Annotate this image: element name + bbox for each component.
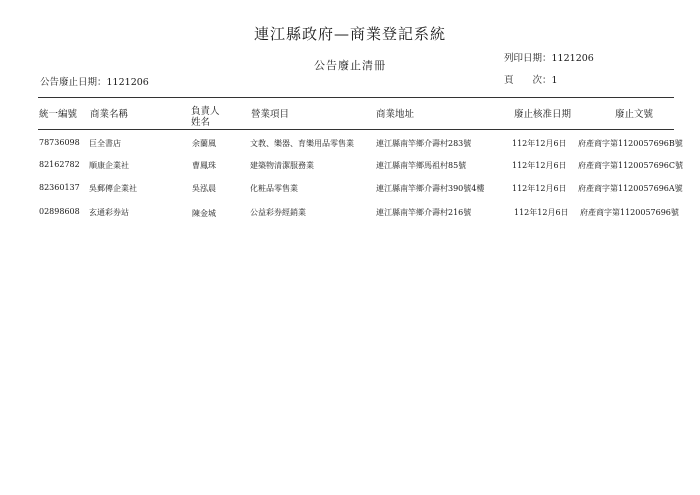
report-title: 公告廢止清冊 <box>314 59 386 72</box>
table-row-2-approval-date: 112年12月6日 <box>512 161 567 170</box>
publish-date-label: 公告廢止日期： <box>40 77 107 88</box>
table-row-4-business-items: 公益彩券經銷業 <box>250 208 306 217</box>
table-row-2-business-items: 建築物清潔服務業 <box>250 161 314 170</box>
print-date-label: 列印日期： <box>504 53 552 64</box>
table-row-3-owner: 吳泓晨 <box>192 184 216 193</box>
table-row-4-tax-id: 02898608 <box>39 207 80 216</box>
col-header-business-items: 營業項目 <box>251 109 290 120</box>
page-number-value: 1 <box>551 75 558 86</box>
system-title: 連江縣政府—商業登記系統 <box>253 25 446 43</box>
table-row-4-approval-date: 112年12月6日 <box>514 208 569 217</box>
table-row-1-approval-date: 112年12月6日 <box>512 139 567 148</box>
print-date <box>504 50 594 64</box>
table-row-3-address: 連江縣南竿鄉介壽村390號4樓 <box>376 184 485 193</box>
table-row-2-tax-id: 82162782 <box>39 160 80 169</box>
table-row-1-address: 連江縣南竿鄉介壽村283號 <box>376 139 472 148</box>
table-row-4-document-no: 府產商字第1120057696號 <box>580 208 679 217</box>
table-row-3-approval-date: 112年12月6日 <box>512 184 567 193</box>
print-date-value: 1121206 <box>551 53 594 64</box>
table-row-1-business-name: 巨全書店 <box>89 139 121 148</box>
table-row-3-business-name: 吳郵傳企業社 <box>89 184 137 193</box>
page-number <box>504 72 558 86</box>
col-header-approval-date: 廢止核准日期 <box>514 109 572 120</box>
table-row-3-business-items: 化粧品零售業 <box>250 184 298 193</box>
col-header-owner: 負責人姓名 <box>191 106 220 128</box>
col-header-document-no: 廢止文號 <box>615 109 654 120</box>
table-row-1-tax-id: 78736098 <box>39 138 80 147</box>
header-bottom-rule <box>38 129 674 130</box>
table-row-1-document-no: 府產商字第1120057696B號 <box>578 139 683 148</box>
header-top-rule <box>38 97 674 98</box>
table-row-1-business-items: 文教、樂器、育樂用品零售業 <box>250 139 354 148</box>
publish-date-value: 1121206 <box>106 77 149 88</box>
publish-date <box>40 74 149 88</box>
table-row-4-address: 連江縣南竿鄉介壽村216號 <box>376 208 472 217</box>
col-header-tax-id: 統一編號 <box>39 109 78 120</box>
table-row-2-owner: 曹鳳珠 <box>192 161 216 170</box>
col-header-address: 商業地址 <box>376 109 415 120</box>
table-row-3-tax-id: 82360137 <box>39 183 80 192</box>
table-row-4-business-name: 玄通彩券站 <box>89 208 129 217</box>
table-row-4-owner: 陳金城 <box>192 209 216 218</box>
table-row-2-address: 連江縣南竿鄉馬祖村85號 <box>376 161 467 170</box>
table-row-2-business-name: 順康企業社 <box>89 161 129 170</box>
table-row-1-owner: 余蘭風 <box>192 139 216 148</box>
col-header-business-name: 商業名稱 <box>90 109 129 120</box>
page-number-label: 頁 次： <box>504 75 552 86</box>
table-row-2-document-no: 府產商字第1120057696C號 <box>578 161 684 170</box>
table-row-3-document-no: 府產商字第1120057696A號 <box>578 184 683 193</box>
